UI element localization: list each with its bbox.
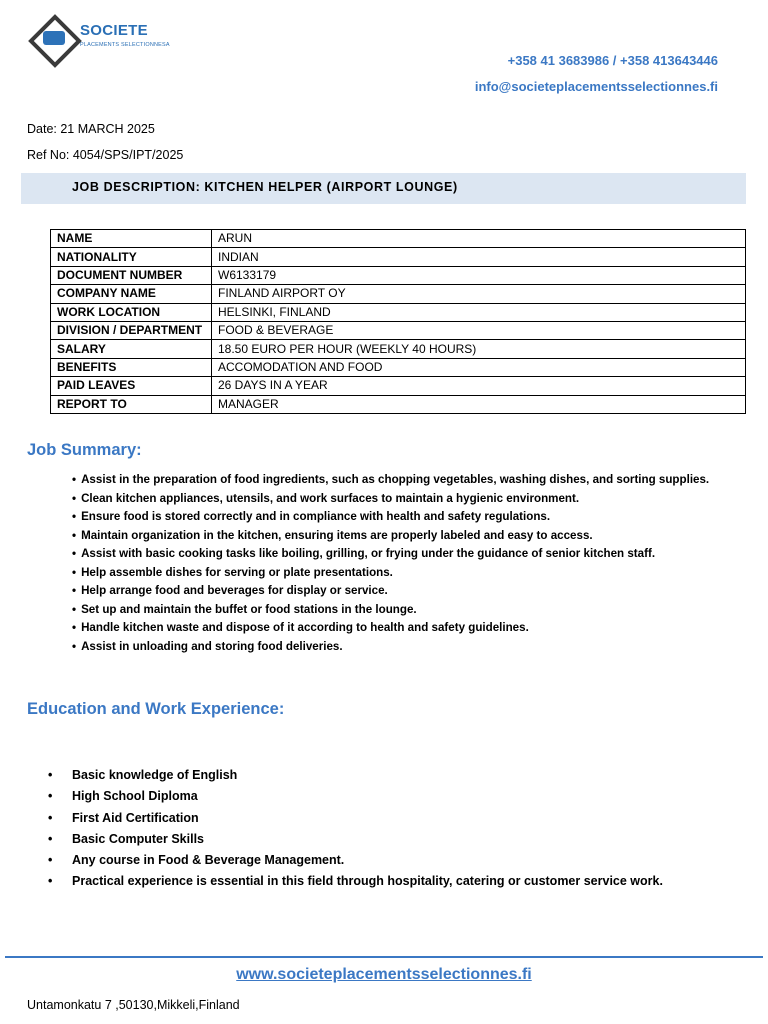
table-key: DIVISION / DEPARTMENT xyxy=(51,321,212,339)
list-item-text: Any course in Food & Beverage Management. xyxy=(72,853,345,868)
footer-divider xyxy=(5,956,763,958)
logo-handshake-icon xyxy=(43,31,65,45)
table-row xyxy=(51,303,746,321)
table-key: WORK LOCATION xyxy=(51,303,212,321)
list-item: • Ensure food is stored correctly and in compliance with health and safety regulations. xyxy=(72,508,709,527)
table-key: NATIONALITY xyxy=(51,248,212,266)
list-item-text: High School Diploma xyxy=(72,789,198,804)
table-key: COMPANY NAME xyxy=(51,285,212,303)
company-logo xyxy=(28,14,188,68)
logo-brand-subtitle: PLACEMENTS SELECTIONNESA xyxy=(80,42,170,48)
list-item-text: First Aid Certification xyxy=(72,810,199,825)
list-item-text: Basic Computer Skills xyxy=(72,831,204,846)
table-value: 18.50 EURO PER HOUR (WEEKLY 40 HOURS) xyxy=(212,340,746,358)
table-value: FOOD & BEVERAGE xyxy=(212,321,746,339)
list-item xyxy=(48,786,663,807)
employee-info-table xyxy=(50,229,746,414)
list-item: • Clean kitchen appliances, utensils, and work surfaces to maintain a hygienic environment. xyxy=(72,490,709,509)
table-value: ARUN xyxy=(212,230,746,248)
list-item xyxy=(48,871,663,892)
table-row xyxy=(51,285,746,303)
table-value: 26 DAYS IN A YEAR xyxy=(212,377,746,395)
table-value: HELSINKI, FINLAND xyxy=(212,303,746,321)
table-row xyxy=(51,358,746,376)
list-item xyxy=(48,808,663,829)
bullet-icon: • xyxy=(48,810,53,825)
list-item-text: Practical experience is essential in this field through hospitality, catering or customer service work. xyxy=(72,874,663,889)
document-date: Date: 21 MARCH 2025 xyxy=(27,122,155,136)
table-key: SALARY xyxy=(51,340,212,358)
document-title: JOB DESCRIPTION: KITCHEN HELPER (AIRPORT LOUNGE) xyxy=(72,180,458,194)
list-item xyxy=(48,829,663,850)
table-key: PAID LEAVES xyxy=(51,377,212,395)
list-item: • Assist in the preparation of food ingredients, such as chopping vegetables, washing dishes, and sorting supplies. xyxy=(72,471,709,490)
list-item: • Maintain organization in the kitchen, ensuring items are properly labeled and easy to access. xyxy=(72,527,709,546)
table-key: DOCUMENT NUMBER xyxy=(51,266,212,284)
job-summary-list xyxy=(72,471,709,656)
list-item: • Help assemble dishes for serving or plate presentations. xyxy=(72,564,709,583)
title-bar xyxy=(21,173,746,204)
header-phone: +358 41 3683986 / +358 413643446 xyxy=(507,53,718,68)
table-key: BENEFITS xyxy=(51,358,212,376)
table-value: FINLAND AIRPORT OY xyxy=(212,285,746,303)
list-item-text: Basic knowledge of English xyxy=(72,768,238,782)
table-value: INDIAN xyxy=(212,248,746,266)
list-item: • Assist in unloading and storing food deliveries. xyxy=(72,638,709,657)
bullet-icon: • xyxy=(48,831,53,846)
table-row xyxy=(51,321,746,339)
list-item: • Set up and maintain the buffet or food stations in the lounge. xyxy=(72,601,709,620)
list-item: • Assist with basic cooking tasks like boiling, grilling, or frying under the guidance of senior kitchen staff. xyxy=(72,545,709,564)
footer-website-link[interactable]: www.societeplacementsselectionnes.fi xyxy=(236,966,532,983)
education-heading: Education and Work Experience: xyxy=(27,700,285,718)
document-reference: Ref No: 4054/SPS/IPT/2025 xyxy=(27,148,184,162)
table-value: MANAGER xyxy=(212,395,746,413)
table-value: W6133179 xyxy=(212,266,746,284)
bullet-icon: • xyxy=(48,874,53,889)
table-key: REPORT TO xyxy=(51,395,212,413)
table-row xyxy=(51,266,746,284)
table-row xyxy=(51,230,746,248)
table-row xyxy=(51,395,746,413)
table-row xyxy=(51,340,746,358)
bullet-icon: • xyxy=(48,789,53,804)
bullet-icon: • xyxy=(48,768,53,782)
list-item: • Handle kitchen waste and dispose of it according to health and safety guidelines. xyxy=(72,619,709,638)
logo-brand-name: SOCIETE xyxy=(80,22,148,39)
list-item: • Help arrange food and beverages for display or service. xyxy=(72,582,709,601)
table-row xyxy=(51,248,746,266)
list-item xyxy=(48,765,663,786)
job-summary-heading: Job Summary: xyxy=(27,441,142,459)
bullet-icon: • xyxy=(48,853,53,868)
table-row xyxy=(51,377,746,395)
education-list xyxy=(48,765,663,893)
header-email[interactable]: info@societeplacementsselectionnes.fi xyxy=(474,79,718,94)
list-item xyxy=(48,850,663,871)
footer-address: Untamonkatu 7 ,50130,Mikkeli,Finland xyxy=(27,998,240,1012)
table-key: NAME xyxy=(51,230,212,248)
table-value: ACCOMODATION AND FOOD xyxy=(212,358,746,376)
